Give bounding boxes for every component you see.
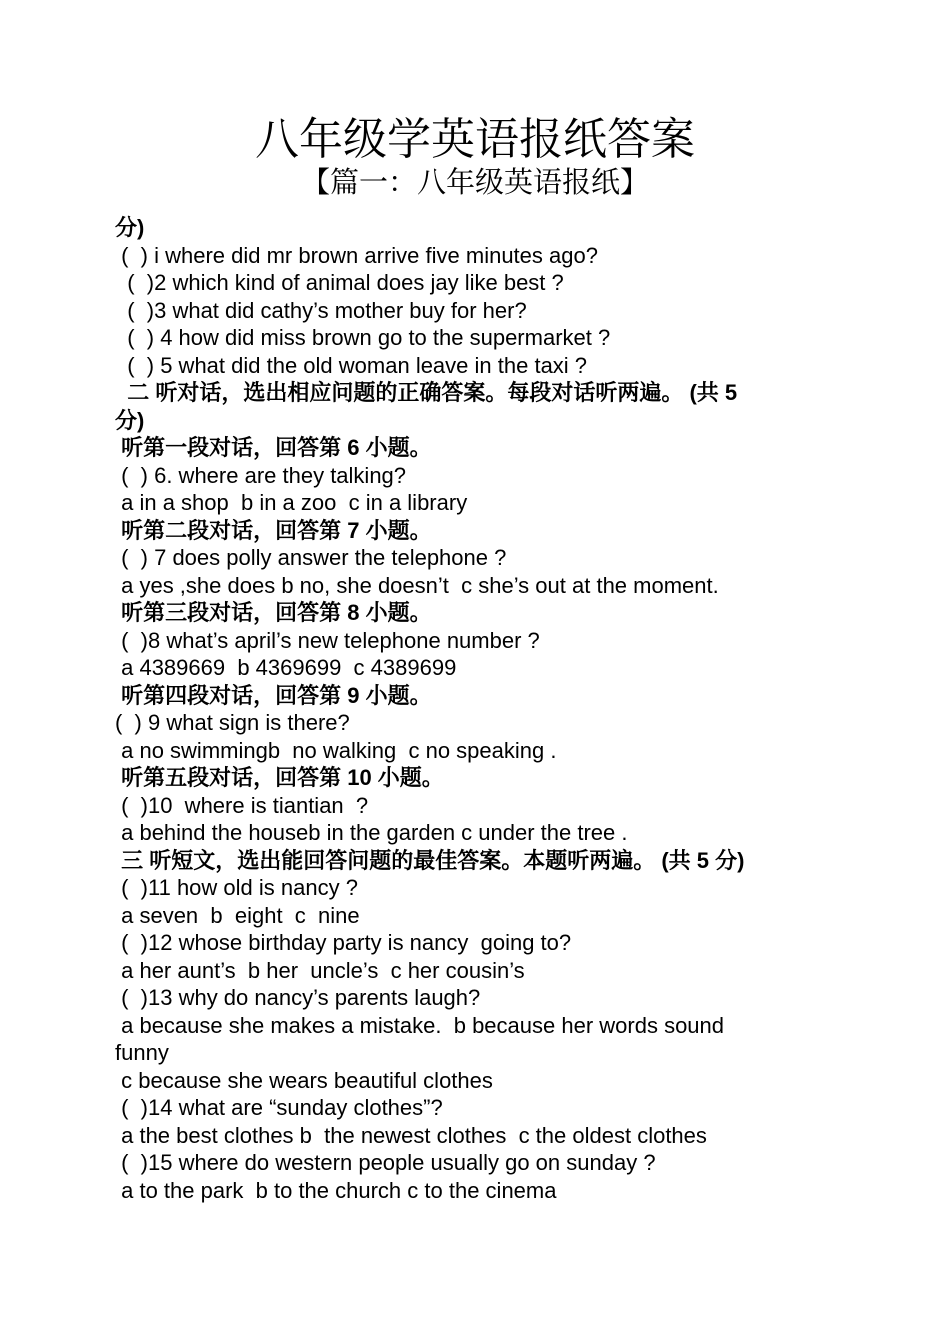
question-line: ( )14 what are “sunday clothes”? [115, 1095, 443, 1120]
document-body [115, 214, 835, 1204]
question-line: a in a shop b in a zoo c in a library [115, 490, 468, 515]
question-line: ( ) 9 what sign is there? [115, 710, 350, 735]
question-line: ( ) 5 what did the old woman leave in the taxi ? [115, 352, 588, 378]
question-line: ( )12 whose birthday party is nancy going to? [115, 930, 572, 955]
question-line: ( ) 7 does polly answer the telephone ? [115, 545, 507, 570]
question-line: ( )13 why do nancy’s parents laugh? [115, 985, 481, 1010]
question-line: a her aunt’s b her uncle’s c her cousin’s [115, 957, 525, 983]
question-line: ( )10 where is tiantian ? [115, 792, 369, 818]
section-heading-line: 分) [115, 215, 145, 240]
document-subtitle: 【篇一：八年级英语报纸】 [300, 165, 649, 199]
question-line: a no swimmingb no walking c no speaking . [115, 737, 557, 763]
section-heading-line: 听第二段对话，回答第 7 小题。 [115, 517, 432, 543]
question-line: a seven b eight c nine [115, 902, 360, 928]
section-heading-line: 听第一段对话，回答第 6 小题。 [115, 435, 432, 460]
section-heading-line: 三 听短文，选出能回答问题的最佳答案。本题听两遍。 (共 5 分) [115, 847, 745, 873]
question-line: a the best clothes b the newest clothes c the oldest clothes [115, 1122, 707, 1148]
question-line: a yes ,she does b no, she doesn’t c she’s out at the moment. [115, 572, 719, 598]
section-heading-line: 听第五段对话，回答第 10 小题。 [115, 765, 444, 790]
question-line: ( )11 how old is nancy ? [115, 875, 358, 900]
section-heading-line: 分) [115, 407, 145, 433]
question-line: ( )15 where do western people usually go on sunday ? [115, 1150, 656, 1175]
question-line: a behind the houseb in the garden c under the tree . [115, 820, 628, 845]
question-line: c because she wears beautiful clothes [115, 1067, 493, 1093]
question-line: ( ) 4 how did miss brown go to the supermarket ? [115, 325, 611, 350]
question-line: ( )2 which kind of animal does jay like best ? [115, 270, 564, 295]
section-heading-line: 听第四段对话，回答第 9 小题。 [115, 682, 432, 708]
section-heading-line: 听第三段对话，回答第 8 小题。 [115, 600, 432, 625]
question-line: a to the park b to the church c to the cinema [115, 1177, 557, 1203]
question-line: ( )3 what did cathy’s mother buy for her? [115, 297, 527, 323]
document-title: 八年级学英语报纸答案 [255, 114, 695, 165]
question-line: funny [115, 1040, 169, 1065]
section-heading-line: 二 听对话，选出相应问题的正确答案。每段对话听两遍。 (共 5 [115, 380, 738, 405]
question-line: ( ) i where did mr brown arrive five minutes ago? [115, 242, 598, 268]
question-line: a 4389669 b 4369699 c 4389699 [115, 655, 457, 680]
question-line: ( ) 6. where are they talking? [115, 462, 407, 488]
question-line: ( )8 what’s april’s new telephone number ? [115, 627, 540, 653]
question-line: a because she makes a mistake. b because her words sound [115, 1012, 725, 1038]
